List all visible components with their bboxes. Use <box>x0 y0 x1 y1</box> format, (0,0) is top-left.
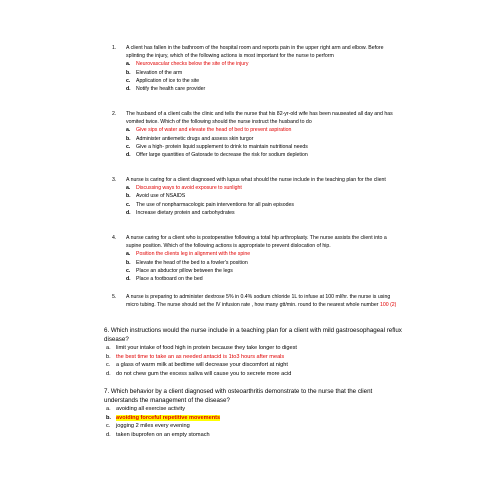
question-7 <box>104 387 404 439</box>
option-text: Give a high- protein liquid supplement to drink to maintain nutritional needs <box>136 143 308 150</box>
option-letter: a. <box>126 61 131 68</box>
option-letter: c. <box>126 77 131 84</box>
question-text: A nurse is caring for a client diagnosed with lupus what should the nurse include in the teaching plan for the client <box>126 177 386 183</box>
option-text-answer: the best time to take an as needed antacid is 1to3 hours after meals <box>116 353 285 360</box>
option-letter: a. <box>106 406 111 412</box>
answer-value: 100 (2) <box>379 302 397 309</box>
option-text: Notify the health care provider <box>136 86 206 93</box>
option-d <box>104 370 404 379</box>
option-letter: b. <box>126 135 131 142</box>
option-letter: b. <box>106 353 111 360</box>
option-text: Place an abductor pillow between the legs <box>136 267 233 274</box>
question-number: 2. <box>112 111 117 117</box>
option-a <box>126 60 402 68</box>
option-d <box>126 275 402 283</box>
option-text: Elevate the head of the bed to a fowler's position <box>136 259 248 266</box>
option-letter: d. <box>126 209 131 216</box>
option-text: taken ibuprofen on an empty stomach <box>116 431 210 438</box>
option-b <box>126 69 402 77</box>
option-text: limit your intake of food high in protein because they take longer to digest <box>116 345 297 351</box>
option-letter: c. <box>126 267 131 274</box>
option-letter: b. <box>106 414 111 421</box>
option-text: Application of ice to the site <box>136 77 200 84</box>
option-text-answer: Discussing ways to avoid exposure to sunlight <box>136 185 242 192</box>
question-3 <box>112 176 402 217</box>
option-letter: d. <box>106 431 111 438</box>
option-a <box>126 126 402 134</box>
option-a <box>104 344 404 353</box>
question-5 <box>112 293 402 309</box>
option-text: Offer large quantities of Gatorade to decrease the risk for sodium depletion <box>136 152 308 159</box>
question-text: The husband of a client calls the clinic and tells the nurse that his 82-yr-old wife has been nauseated all day and has vomited twice. Which of the following should the nurse instruct the husband to do <box>126 111 393 126</box>
question-1 <box>112 44 402 93</box>
option-letter: c. <box>106 423 111 430</box>
question-text <box>126 293 402 309</box>
option-letter: a. <box>126 251 131 258</box>
option-a <box>104 405 404 414</box>
option-text: avoiding all exercise activity <box>116 406 186 412</box>
question-number: 1. <box>112 45 117 51</box>
option-text: The use of nonpharmacologic pain interventions for all pain episodes <box>136 201 295 208</box>
option-text: a glass of warm milk at bedtime will decrease your discomfort at night <box>116 362 288 369</box>
option-b <box>104 414 404 423</box>
option-text: jogging 2 miles every evening <box>116 423 190 430</box>
option-b <box>126 192 402 200</box>
question-number: 3. <box>112 177 117 183</box>
option-letter: c. <box>126 143 131 150</box>
option-letter: c. <box>126 201 131 208</box>
option-a <box>126 250 402 258</box>
question-6 <box>104 326 404 378</box>
option-d <box>126 151 402 159</box>
question-4 <box>112 234 402 283</box>
option-letter: b. <box>126 69 131 76</box>
option-b <box>126 259 402 267</box>
option-c <box>126 143 402 151</box>
option-letter: c. <box>106 362 111 369</box>
question-text-body: A nurse is preparing to administer dextrose 5% in 0.4% sodium chloride 1L to infuse at 100 ml/hr. the nurse is using micro tubing. The nurse should set the IV infusion rate , how many gtt/min. round to the nearest whole number <box>126 294 391 309</box>
option-text-answer: Give sips of water and elevate the head of bed to prevent aspiration <box>136 127 292 134</box>
question-number: 5. <box>112 294 117 300</box>
option-text: Elevation of the arm <box>136 69 183 76</box>
question-text: A client has fallen in the bathroom of the hospital room and reports pain in the upper right arm and elbow. Before splinting the injury, which of the following actions is most important for the nurse to perform <box>126 45 384 60</box>
option-text: Administer antiemetic drugs and assess skin turgor <box>136 135 254 142</box>
option-letter: a. <box>126 127 131 134</box>
option-letter: a. <box>126 185 131 192</box>
option-c <box>104 422 404 431</box>
option-letter: a. <box>106 345 111 351</box>
question-number: 4. <box>112 235 117 241</box>
option-b <box>104 353 404 362</box>
option-letter: b. <box>126 193 131 200</box>
highlighted-answer: avoiding forceful repetitive movements <box>116 414 221 421</box>
question-2 <box>112 110 402 159</box>
option-text-answer: Neurovascular checks below the site of the injury <box>136 61 249 68</box>
question-text: 7. Which behavior by a client diagnosed with osteoarthritis demonstrate to the nurse that the client understands the management of the disease? <box>104 388 373 404</box>
option-text: Increase dietary protein and carbohydrates <box>136 209 235 216</box>
question-text: A nurse caring for a client who is postoperative following a total hip arthroplasty. The nurse assists the client into a supine position. Which of the following actions is appropriate to prevent dislocation of hip. <box>126 235 387 250</box>
option-text: do not chew gum the excess saliva will cause you to secrete more acid <box>116 370 292 377</box>
option-a <box>126 184 402 192</box>
option-letter: d. <box>126 152 131 159</box>
option-d <box>104 431 404 440</box>
option-letter: d. <box>126 86 131 93</box>
option-c <box>126 267 402 275</box>
option-letter: d. <box>106 370 111 377</box>
option-letter: b. <box>126 259 131 266</box>
option-text: Place a footboard on the bed <box>136 276 203 283</box>
option-c <box>126 77 402 85</box>
option-d <box>126 209 402 217</box>
option-letter: d. <box>126 276 131 283</box>
option-text-answer: Position the clients leg in alignment with the spine <box>136 251 251 258</box>
question-text: 6. Which instructions would the nurse include in a teaching plan for a client with mild gastroesophageal reflux disease? <box>104 327 402 343</box>
option-text: Avoid use of NSAIDS <box>136 193 186 200</box>
option-b <box>126 135 402 143</box>
option-d <box>126 85 402 93</box>
option-c <box>126 201 402 209</box>
option-text-answer <box>116 414 404 423</box>
option-c <box>104 361 404 370</box>
